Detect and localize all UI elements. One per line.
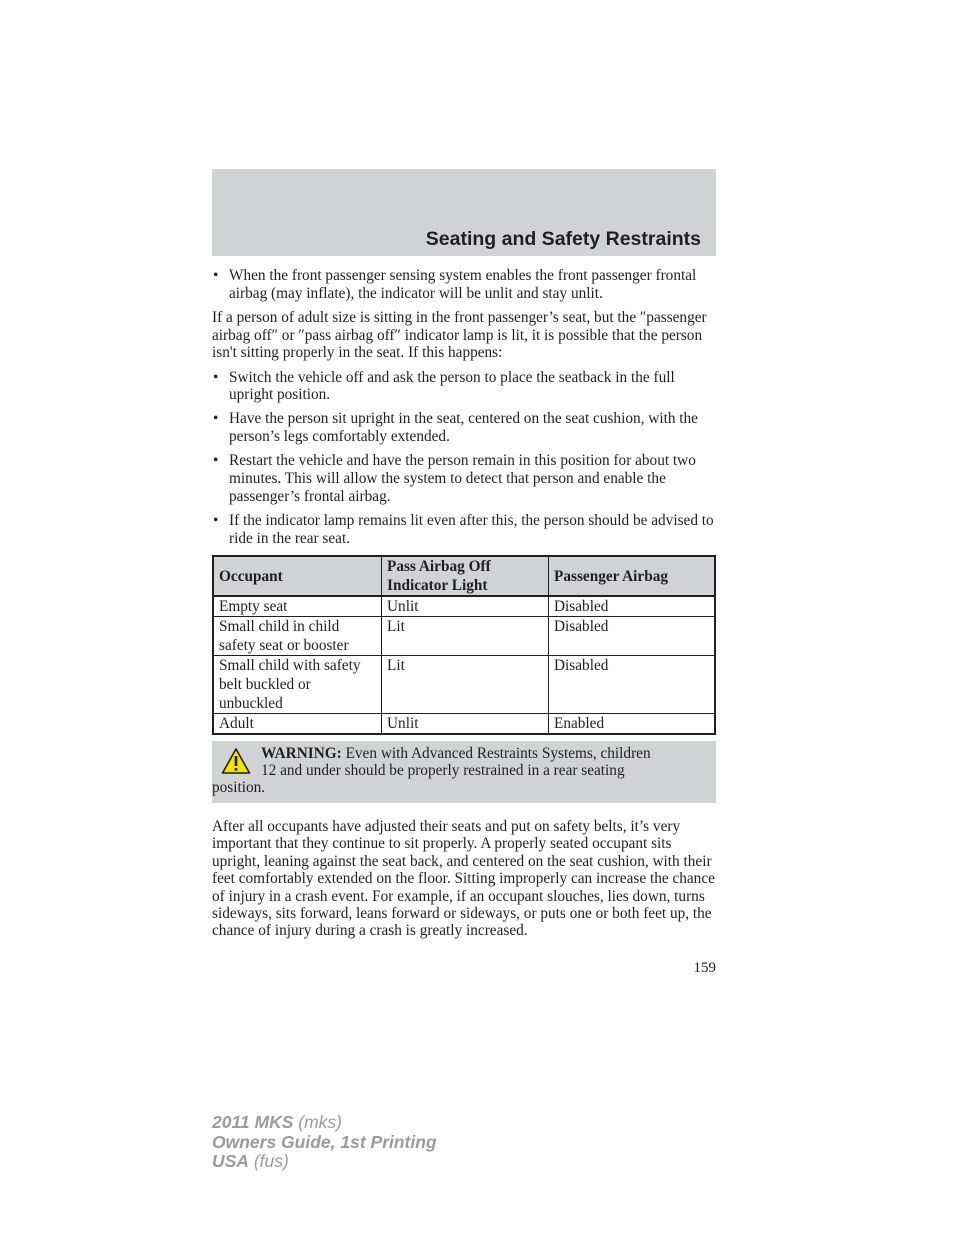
column-header-passenger-airbag: Passenger Airbag	[549, 556, 716, 596]
table-row	[213, 617, 715, 656]
section-title: Seating and Safety Restraints	[425, 228, 701, 250]
bullet-item	[212, 452, 716, 505]
main-content	[212, 267, 716, 735]
table-cell: Empty seat	[213, 596, 382, 617]
table-cell: Unlit	[382, 596, 549, 617]
column-header-occupant: Occupant	[213, 556, 382, 596]
table-row	[213, 656, 715, 714]
column-header-indicator-light: Pass Airbag Off Indicator Light	[382, 556, 549, 596]
table-cell: Lit	[382, 617, 549, 656]
bullet-item	[212, 512, 716, 547]
table-row	[213, 714, 715, 735]
section-header-band	[212, 169, 716, 256]
bullet-item	[212, 410, 716, 445]
bullet-item	[212, 267, 716, 302]
paragraph: If a person of adult size is sitting in the front passenger’s seat, but the ″passenger airbag off″ or ″pass airbag off″ indicator lamp is lit, it is possible that the person isn't sitting properly in the seat. If this happens:	[212, 308, 707, 362]
table-cell: Disabled	[549, 617, 716, 656]
footer-market: USA	[212, 1151, 249, 1171]
bullet-symbol: •	[213, 410, 219, 428]
table-cell: Disabled	[549, 596, 716, 617]
bullet-text: Restart the vehicle and have the person remain in this position for about two minutes. This will allow the system to detect that person and enable the passenger’s frontal airbag.	[229, 452, 696, 505]
bullet-symbol: •	[213, 452, 219, 470]
page-number: 159	[693, 960, 716, 976]
airbag-status-table	[212, 555, 716, 735]
footer-guide: Owners Guide, 1st Printing	[212, 1131, 437, 1152]
bullet-symbol: •	[213, 511, 219, 529]
bullet-text: If the indicator lamp remains lit even after this, the person should be advised to ride in the rear seat.	[229, 511, 714, 547]
footer-market-code: (fus)	[253, 1151, 289, 1171]
table-cell: Enabled	[549, 714, 716, 735]
warning-line: position.	[212, 779, 266, 797]
warning-text	[212, 745, 697, 797]
bullet-text: When the front passenger sensing system enables the front passenger frontal airbag (may inflate), the indicator will be unlit and stay unlit.	[229, 267, 697, 302]
table-row	[213, 596, 715, 617]
warning-line: 12 and under should be properly restrained in a rear seating	[261, 762, 625, 780]
table-cell: Small child in child safety seat or booster	[213, 617, 382, 656]
bullet-symbol: •	[213, 368, 219, 386]
table-cell: Small child with safety belt buckled or unbuckled	[213, 656, 382, 714]
document-footer	[212, 1113, 437, 1172]
paragraph: After all occupants have adjusted their seats and put on safety belts, it’s very important that they continue to sit properly. A properly seated occupant sits upright, leaning against the seat back, and centered on the seat cushion, with their feet comfortably extended on the floor. Sitting improperly can increase the chance of injury in a crash event. For example, if an occupant slouches, lies down, turns sideways, sits forward, leans forward or sideways, or puts one or both feet up, the chance of injury during a crash is greatly increased.	[212, 818, 715, 940]
bullet-symbol: •	[213, 267, 219, 284]
warning-box	[212, 741, 716, 803]
table-cell: Adult	[213, 714, 382, 735]
table-cell: Lit	[382, 656, 549, 714]
bullet-text: Have the person sit upright in the seat, centered on the seat cushion, with the person’s legs comfortably extended.	[229, 410, 698, 446]
warning-label: WARNING:	[261, 745, 342, 762]
footer-model: 2011 MKS	[212, 1112, 294, 1132]
table-cell: Disabled	[549, 656, 716, 714]
footer-model-code: (mks)	[298, 1112, 342, 1132]
table-header-row	[213, 556, 715, 596]
bullet-text: Switch the vehicle off and ask the person to place the seatback in the full upright position.	[229, 368, 675, 404]
table-cell: Unlit	[382, 714, 549, 735]
warning-line: Even with Advanced Restraints Systems, children	[345, 745, 651, 762]
bullet-item	[212, 369, 716, 404]
